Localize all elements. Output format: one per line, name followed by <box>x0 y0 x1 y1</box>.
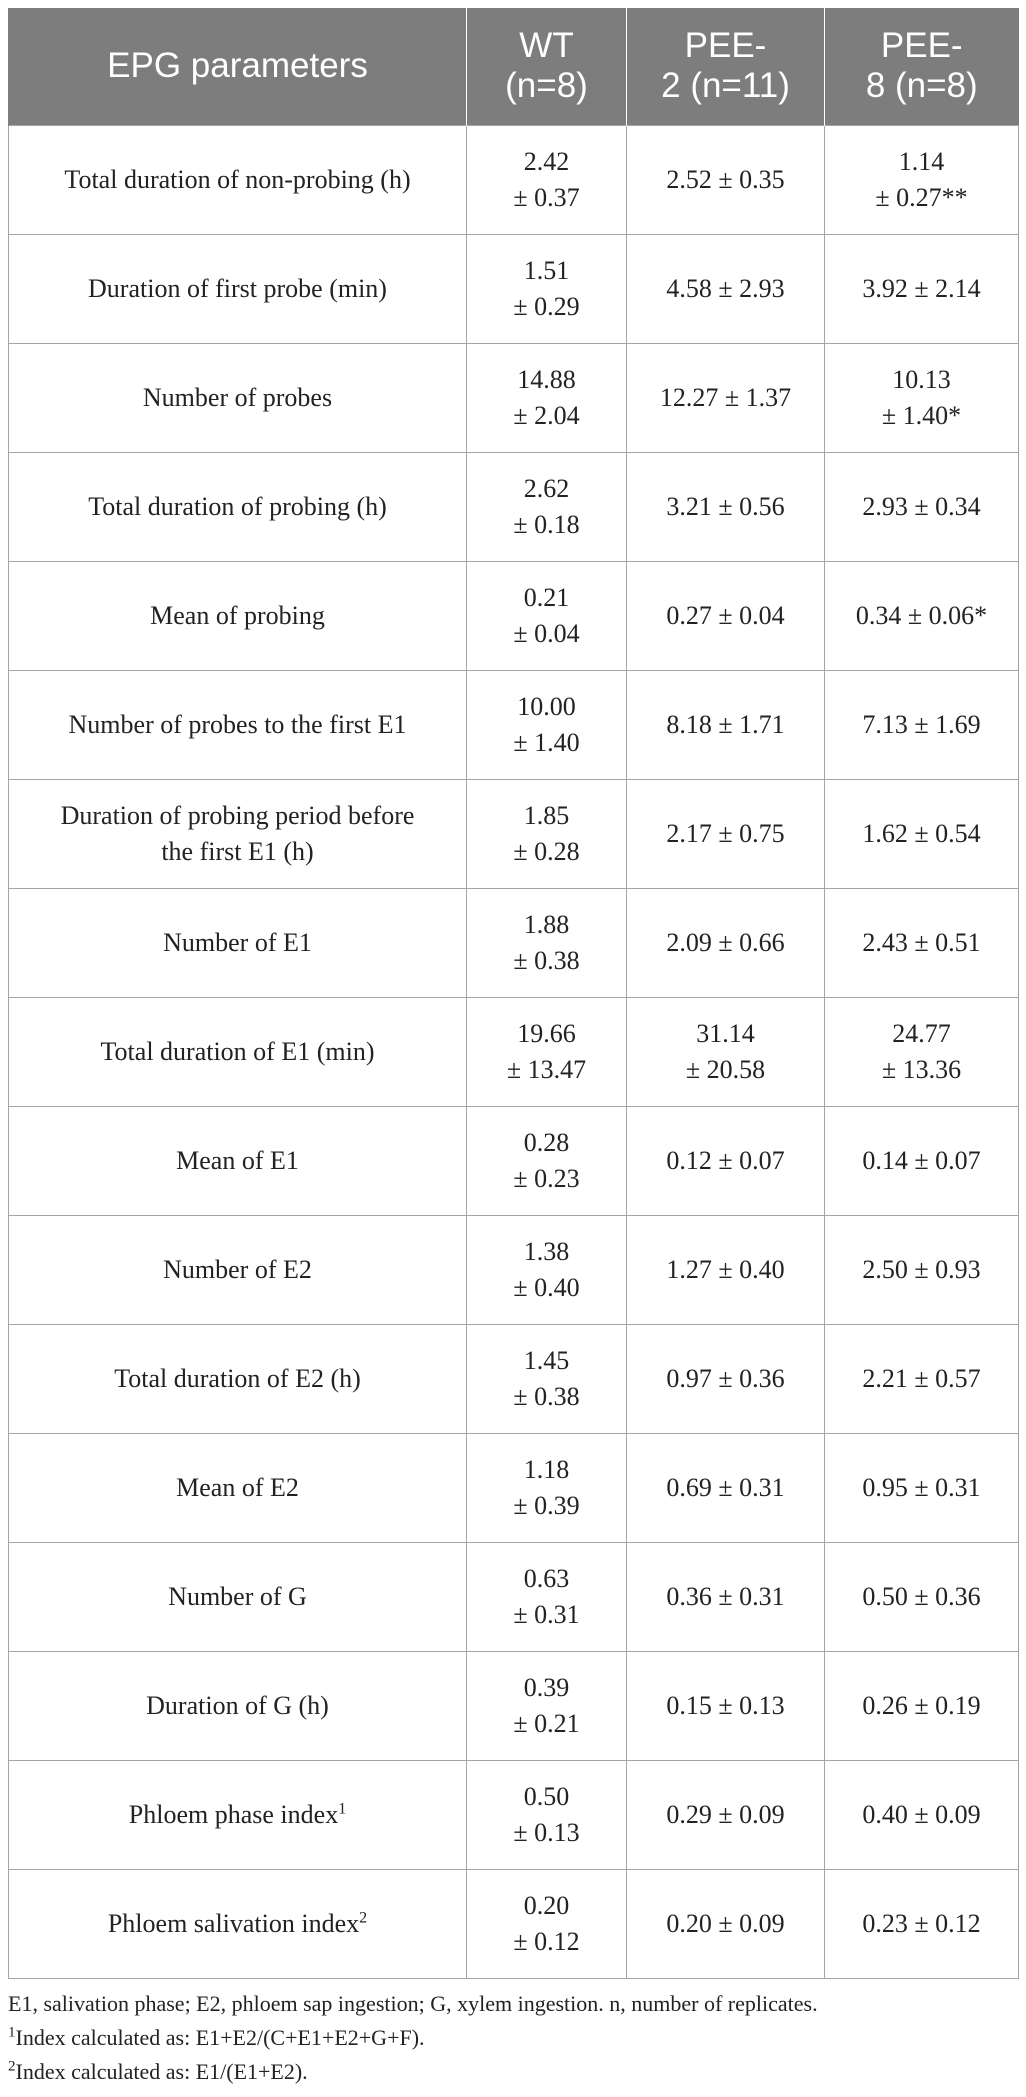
table-row <box>9 670 1019 779</box>
table-row <box>9 1433 1019 1542</box>
cell-value-line: 1.27 ± 0.40 <box>666 1254 785 1284</box>
row-label <box>9 997 467 1106</box>
header-pee-2 <box>627 8 825 125</box>
row-label <box>9 561 467 670</box>
cell-value-line: ± 13.36 <box>881 1054 962 1084</box>
cell-pee-2 <box>627 670 825 779</box>
cell-wt <box>467 888 627 997</box>
cell-pee-8 <box>825 561 1019 670</box>
cell-pee-8 <box>825 1106 1019 1215</box>
footnote <box>8 1987 1018 2021</box>
cell-value-line: 0.97 ± 0.36 <box>666 1363 785 1393</box>
cell-wt <box>467 561 627 670</box>
cell-value-line: 7.13 ± 1.69 <box>862 709 981 739</box>
cell-value-line: ± 1.40* <box>881 400 962 430</box>
cell-value-line: ± 1.40 <box>513 727 580 757</box>
table-row <box>9 1760 1019 1869</box>
header-row <box>9 8 1019 125</box>
cell-pee-2 <box>627 1215 825 1324</box>
header-pee-8 <box>825 8 1019 125</box>
cell-pee-2 <box>627 1542 825 1651</box>
cell-pee-2 <box>627 1869 825 1978</box>
cell-pee-8 <box>825 779 1019 888</box>
table-row <box>9 1324 1019 1433</box>
cell-pee-8 <box>825 1760 1019 1869</box>
cell-pee-2 <box>627 1433 825 1542</box>
cell-value-line: 0.28 <box>523 1127 570 1157</box>
table-container <box>8 8 1018 2089</box>
cell-pee-8 <box>825 670 1019 779</box>
cell-value-line: 0.95 ± 0.31 <box>862 1472 981 1502</box>
cell-value-line: 0.36 ± 0.31 <box>666 1581 785 1611</box>
cell-value-line: 1.62 ± 0.54 <box>862 818 981 848</box>
cell-value-line: 0.27 ± 0.04 <box>666 600 785 630</box>
cell-value-line: 0.12 ± 0.07 <box>666 1145 785 1175</box>
row-label <box>9 670 467 779</box>
cell-wt <box>467 1542 627 1651</box>
cell-pee-8 <box>825 997 1019 1106</box>
header-line: EPG parameters <box>107 46 368 86</box>
row-label-line: Mean of E1 <box>176 1145 299 1175</box>
table-body <box>9 125 1019 1978</box>
row-label <box>9 1215 467 1324</box>
epg-table <box>8 8 1019 1979</box>
cell-value-line: 2.21 ± 0.57 <box>862 1363 981 1393</box>
cell-value-line: 2.09 ± 0.66 <box>666 927 785 957</box>
row-label <box>9 343 467 452</box>
row-label <box>9 1433 467 1542</box>
table-row <box>9 452 1019 561</box>
cell-value-line: 10.13 <box>892 364 951 394</box>
cell-value-line: 0.50 ± 0.36 <box>862 1581 981 1611</box>
cell-pee-2 <box>627 1324 825 1433</box>
row-label-line: Duration of first probe (min) <box>88 273 387 303</box>
cell-wt <box>467 125 627 234</box>
cell-value-line: ± 0.13 <box>513 1817 580 1847</box>
cell-pee-8 <box>825 1651 1019 1760</box>
cell-value-line: 0.14 ± 0.07 <box>862 1145 981 1175</box>
cell-value-line: 1.51 <box>523 255 570 285</box>
footnote <box>8 2055 1018 2089</box>
cell-value-line: 0.20 ± 0.09 <box>666 1908 785 1938</box>
cell-value-line: 2.52 ± 0.35 <box>666 164 785 194</box>
cell-value-line: ± 0.38 <box>513 1381 580 1411</box>
row-label-line: Phloem salivation index <box>107 1908 360 1938</box>
cell-wt <box>467 1324 627 1433</box>
row-label-line: Total duration of probing (h) <box>88 491 387 521</box>
header-line: PEE- <box>684 26 767 66</box>
cell-value-line: 0.23 ± 0.12 <box>862 1908 981 1938</box>
footnote-text: E1, salivation phase; E2, phloem sap ingestion; G, xylem ingestion. n, number of replicates. <box>8 1990 818 2016</box>
table-row <box>9 125 1019 234</box>
cell-wt <box>467 1869 627 1978</box>
cell-value-line: ± 0.37 <box>513 182 580 212</box>
cell-wt <box>467 1651 627 1760</box>
cell-wt <box>467 670 627 779</box>
cell-pee-8 <box>825 452 1019 561</box>
cell-wt <box>467 779 627 888</box>
row-label-line: Duration of probing period before <box>60 800 415 830</box>
footnote-marker: 2 <box>359 1908 368 1926</box>
row-label <box>9 1760 467 1869</box>
cell-pee-8 <box>825 343 1019 452</box>
row-label <box>9 125 467 234</box>
cell-value-line: 0.15 ± 0.13 <box>666 1690 785 1720</box>
cell-wt <box>467 234 627 343</box>
cell-value-line: 14.88 <box>517 364 576 394</box>
row-label-line: Total duration of non-probing (h) <box>64 164 411 194</box>
cell-pee-8 <box>825 888 1019 997</box>
footnote <box>8 2021 1018 2055</box>
header-line: 2 (n=11) <box>661 66 790 106</box>
footnotes <box>8 1987 1018 2089</box>
cell-pee-2 <box>627 997 825 1106</box>
footnote-marker: 1 <box>338 1799 347 1817</box>
cell-value-line: 0.69 ± 0.31 <box>666 1472 785 1502</box>
cell-wt <box>467 1760 627 1869</box>
table-row <box>9 997 1019 1106</box>
cell-value-line: 0.29 ± 0.09 <box>666 1799 785 1829</box>
cell-value-line: 0.50 <box>523 1781 570 1811</box>
cell-value-line: 2.17 ± 0.75 <box>666 818 785 848</box>
table-row <box>9 888 1019 997</box>
cell-value-line: 12.27 ± 1.37 <box>659 382 792 412</box>
cell-value-line: 1.88 <box>523 909 570 939</box>
cell-value-line: 0.21 <box>523 582 570 612</box>
cell-pee-2 <box>627 1760 825 1869</box>
footnote-text: Index calculated as: E1+E2/(C+E1+E2+G+F). <box>15 2024 425 2050</box>
cell-pee-8 <box>825 1215 1019 1324</box>
row-label-line: Duration of G (h) <box>146 1690 329 1720</box>
cell-value-line: ± 0.23 <box>513 1163 580 1193</box>
cell-value-line: 0.26 ± 0.19 <box>862 1690 981 1720</box>
table-row <box>9 234 1019 343</box>
footnote-text: Index calculated as: E1/(E1+E2). <box>15 2058 308 2084</box>
cell-value-line: 8.18 ± 1.71 <box>666 709 785 739</box>
cell-pee-8 <box>825 1433 1019 1542</box>
cell-wt <box>467 452 627 561</box>
cell-value-line: 31.14 <box>696 1018 755 1048</box>
cell-pee-2 <box>627 1651 825 1760</box>
cell-pee-2 <box>627 1106 825 1215</box>
cell-pee-2 <box>627 452 825 561</box>
cell-value-line: ± 0.04 <box>513 618 580 648</box>
cell-pee-2 <box>627 234 825 343</box>
row-label-line: Total duration of E2 (h) <box>114 1363 361 1393</box>
cell-value-line: ± 0.40 <box>513 1272 580 1302</box>
cell-wt <box>467 1106 627 1215</box>
cell-value-line: ± 0.39 <box>513 1490 580 1520</box>
cell-value-line: ± 0.31 <box>513 1599 580 1629</box>
table-row <box>9 1106 1019 1215</box>
row-label-line: Number of probes <box>142 382 333 412</box>
cell-value-line: 10.00 <box>517 691 576 721</box>
cell-value-line: 0.63 <box>523 1563 570 1593</box>
cell-pee-8 <box>825 1324 1019 1433</box>
cell-value-line: ± 0.18 <box>513 509 580 539</box>
cell-wt <box>467 343 627 452</box>
table-row <box>9 1869 1019 1978</box>
cell-value-line: 1.38 <box>523 1236 570 1266</box>
footnote-mark: 1 <box>8 2024 16 2041</box>
cell-pee-8 <box>825 234 1019 343</box>
table-row <box>9 343 1019 452</box>
cell-value-line: ± 2.04 <box>513 400 580 430</box>
cell-value-line: ± 0.28 <box>513 836 580 866</box>
cell-value-line: 3.21 ± 0.56 <box>666 491 785 521</box>
cell-value-line: 24.77 <box>892 1018 951 1048</box>
cell-value-line: 1.85 <box>523 800 570 830</box>
cell-value-line: ± 0.29 <box>513 291 580 321</box>
cell-pee-2 <box>627 561 825 670</box>
row-label-line: the first E1 (h) <box>161 836 314 866</box>
cell-value-line: ± 0.38 <box>513 945 580 975</box>
cell-value-line: ± 0.21 <box>513 1708 580 1738</box>
footnote-mark: 2 <box>8 2058 16 2075</box>
row-label <box>9 1106 467 1215</box>
cell-value-line: 2.42 <box>523 146 570 176</box>
cell-value-line: 0.20 <box>523 1890 570 1920</box>
table-row <box>9 779 1019 888</box>
header-line: 8 (n=8) <box>865 66 978 106</box>
row-label <box>9 1869 467 1978</box>
cell-pee-2 <box>627 343 825 452</box>
cell-value-line: 2.50 ± 0.93 <box>862 1254 981 1284</box>
row-label <box>9 1324 467 1433</box>
cell-value-line: ± 20.58 <box>685 1054 766 1084</box>
cell-pee-2 <box>627 888 825 997</box>
cell-value-line: 4.58 ± 2.93 <box>666 273 785 303</box>
cell-value-line: 2.43 ± 0.51 <box>862 927 981 957</box>
header-line: WT <box>519 26 574 66</box>
table-row <box>9 1215 1019 1324</box>
cell-pee-8 <box>825 1542 1019 1651</box>
cell-value-line: 1.45 <box>523 1345 570 1375</box>
row-label-line: Number of G <box>168 1581 307 1611</box>
cell-value-line: 2.93 ± 0.34 <box>862 491 981 521</box>
row-label-line: Number of E1 <box>163 927 312 957</box>
cell-value-line: ± 0.12 <box>513 1926 580 1956</box>
cell-value-line: 1.18 <box>523 1454 570 1484</box>
cell-value-line: 3.92 ± 2.14 <box>862 273 981 303</box>
cell-pee-2 <box>627 779 825 888</box>
row-label-line: Number of E2 <box>163 1254 312 1284</box>
row-label-line: Total duration of E1 (min) <box>100 1036 375 1066</box>
cell-pee-2 <box>627 125 825 234</box>
cell-wt <box>467 1215 627 1324</box>
cell-wt <box>467 997 627 1106</box>
cell-pee-8 <box>825 1869 1019 1978</box>
row-label-line: Mean of probing <box>150 600 325 630</box>
row-label-line: Phloem phase index <box>128 1799 339 1829</box>
cell-value-line: ± 13.47 <box>506 1054 587 1084</box>
header-line: PEE- <box>880 26 963 66</box>
row-label-line: Mean of E2 <box>176 1472 299 1502</box>
table-row <box>9 561 1019 670</box>
row-label <box>9 888 467 997</box>
table-row <box>9 1651 1019 1760</box>
table-row <box>9 1542 1019 1651</box>
header-wt <box>467 8 627 125</box>
row-label <box>9 234 467 343</box>
row-label <box>9 452 467 561</box>
cell-value-line: 19.66 <box>517 1018 576 1048</box>
row-label <box>9 779 467 888</box>
cell-pee-8 <box>825 125 1019 234</box>
cell-value-line: ± 0.27** <box>875 182 968 212</box>
row-label-line: Number of probes to the first E1 <box>68 709 407 739</box>
cell-value-line: 2.62 <box>523 473 570 503</box>
row-label <box>9 1651 467 1760</box>
cell-value-line: 1.14 <box>898 146 945 176</box>
cell-value-line: 0.39 <box>523 1672 570 1702</box>
row-label <box>9 1542 467 1651</box>
header-epg-parameters <box>9 8 467 125</box>
cell-wt <box>467 1433 627 1542</box>
header-line: (n=8) <box>505 66 588 106</box>
cell-value-line: 0.40 ± 0.09 <box>862 1799 981 1829</box>
cell-value-line: 0.34 ± 0.06* <box>855 600 988 630</box>
